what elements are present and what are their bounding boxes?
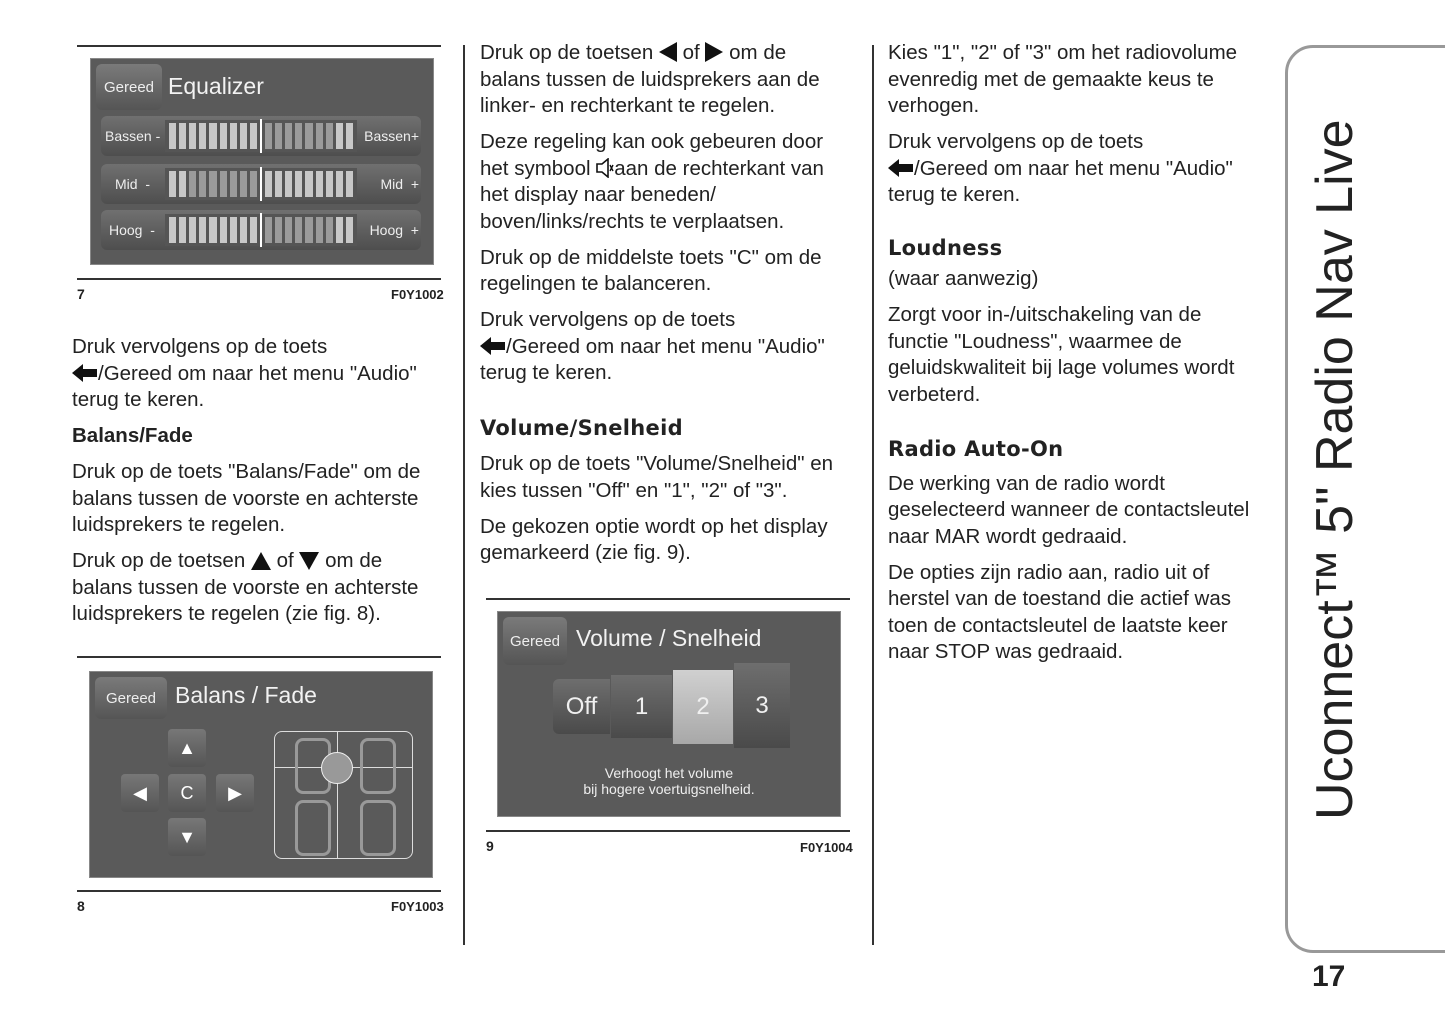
column-divider [872, 45, 874, 945]
chapter-title: Uconnect™ 5" Radio Nav Live [1306, 119, 1364, 820]
speaker-icon [596, 158, 614, 178]
mid-minus: Mid - [115, 176, 150, 192]
text: om de balans tussen de voorste en achterste luidsprekers te regelen (zie fig. 8). [72, 549, 419, 625]
text: bij hogere voertuigsnelheid. [583, 781, 755, 797]
paragraph [480, 307, 852, 387]
screen-title: Volume / Snelheid [576, 625, 762, 651]
back-arrow-icon [72, 363, 98, 383]
back-arrow-icon [888, 158, 914, 178]
gereed-button: Gereed [95, 677, 167, 719]
paragraph [480, 129, 852, 235]
figure-rule [77, 45, 441, 47]
text: om de balans tussen de luidsprekers aan de linker- en rechterkant te regelen. [480, 41, 820, 117]
back-arrow-icon [480, 336, 506, 356]
section-heading: Volume/Snelheid [480, 415, 683, 440]
gereed-button: Gereed [96, 64, 162, 110]
description [498, 765, 840, 797]
bass-minus: Bassen - [105, 128, 161, 144]
mid-plus: Mid + [380, 176, 419, 192]
figure-number: 8 [77, 898, 85, 914]
figure-rule [77, 656, 441, 658]
text: Druk vervolgens op de toets [72, 335, 328, 358]
right-button: ▶ [216, 774, 254, 812]
paragraph: Zorgt voor in-/uitschakeling van de functie "Loudness", waarmee de geluidskwaliteit bij lage volumes wordt verbeterd. [888, 303, 1235, 406]
paragraph: Druk op de toets "Balans/Fade" om de balans tussen de voorste en achterste luidsprekers te regelen. [72, 460, 421, 536]
screen-title: Equalizer [168, 73, 264, 99]
option-off: Off [553, 679, 610, 734]
column-divider [463, 45, 465, 945]
text: Druk vervolgens op de toets [888, 130, 1144, 153]
screen-title: Balans / Fade [175, 682, 317, 708]
gereed-button: Gereed [503, 617, 567, 665]
subheading: (waar aanwezig) [888, 267, 1039, 290]
column-3-text [888, 40, 1266, 675]
text: Druk vervolgens op de toets [480, 308, 736, 331]
up-button: ▲ [168, 729, 206, 767]
figure-code: F0Y1004 [800, 840, 853, 855]
figure-code: F0Y1003 [391, 899, 444, 914]
option-1: 1 [611, 675, 672, 738]
left-button: ◀ [121, 774, 159, 812]
column-1-text [72, 334, 444, 637]
eq-bars [165, 168, 357, 200]
figure-rule [77, 278, 441, 280]
paragraph [72, 548, 444, 628]
section-heading: Radio Auto-On [888, 437, 1064, 461]
figure-rule [486, 830, 850, 832]
text: Druk op de toetsen [480, 41, 654, 64]
option-2-selected: 2 [673, 670, 733, 744]
figure-number: 9 [486, 838, 494, 854]
eq-row-bass [101, 116, 421, 156]
paragraph [888, 129, 1266, 209]
high-plus: Hoog + [369, 222, 419, 238]
text: Deze regeling kan ook gebeuren door het symbool [480, 130, 824, 180]
figure-rule [486, 598, 850, 600]
eq-bars [165, 120, 357, 152]
eq-row-high [101, 210, 421, 250]
balance-fade-screen [89, 671, 433, 878]
eq-row-mid [101, 164, 421, 204]
column-2-text [480, 40, 852, 576]
triangle-left-icon [659, 42, 677, 62]
text: of [682, 41, 700, 64]
text: /Gereed om naar het menu "Audio" terug te keren. [888, 156, 1233, 206]
seat-map [274, 731, 413, 859]
text: /Gereed om naar het menu "Audio" terug te keren. [480, 334, 825, 384]
high-minus: Hoog - [109, 222, 155, 238]
figure-rule [77, 890, 441, 892]
text: of [276, 549, 294, 572]
triangle-up-icon [251, 552, 271, 570]
page-number: 17 [1312, 960, 1346, 993]
paragraph: Kies "1", "2" of "3" om het radiovolume evenredig met de gemaakte keus te verhogen. [888, 41, 1238, 117]
text: /Gereed om naar het menu "Audio" terug te keren. [72, 361, 417, 411]
center-button: C [168, 774, 206, 812]
speaker-icon [321, 752, 353, 784]
volume-speed-screen [497, 611, 841, 817]
paragraph: Druk op de toets "Volume/Snelheid" en kies tussen "Off" en "1", "2" of "3". [480, 452, 834, 502]
triangle-down-icon [299, 552, 319, 570]
paragraph [480, 40, 852, 120]
text: aan de rechterkant van het display naar beneden/ boven/links/rechts te verplaatsen. [480, 156, 824, 233]
eq-bars [165, 214, 357, 246]
text: Druk op de toetsen [72, 549, 246, 572]
paragraph: De werking van de radio wordt geselecteerd wanneer de contactsleutel naar MAR wordt gedraaid. [888, 471, 1250, 548]
seat-icon [360, 800, 396, 856]
paragraph [72, 334, 444, 414]
figure-number: 7 [77, 286, 85, 302]
seat-icon [360, 738, 396, 794]
text: Verhoogt het volume [604, 765, 734, 781]
option-3: 3 [734, 663, 790, 748]
seat-icon [295, 800, 331, 856]
paragraph: Druk op de middelste toets "C" om de regelingen te balanceren. [480, 245, 822, 295]
section-heading: Loudness [888, 235, 1003, 260]
section-heading: Balans/Fade [72, 424, 193, 447]
bass-plus: Bassen+ [364, 128, 419, 144]
paragraph: De opties zijn radio aan, radio uit of herstel van de toestand die actief was toen de contactsleutel de laatste keer naar STOP was gedraaid. [888, 560, 1232, 663]
equalizer-screen [90, 58, 434, 265]
paragraph: De gekozen optie wordt op het display gemarkeerd (zie fig. 9). [480, 514, 828, 564]
triangle-right-icon [705, 42, 723, 62]
figure-code: F0Y1002 [391, 287, 444, 302]
down-button: ▼ [168, 818, 206, 856]
